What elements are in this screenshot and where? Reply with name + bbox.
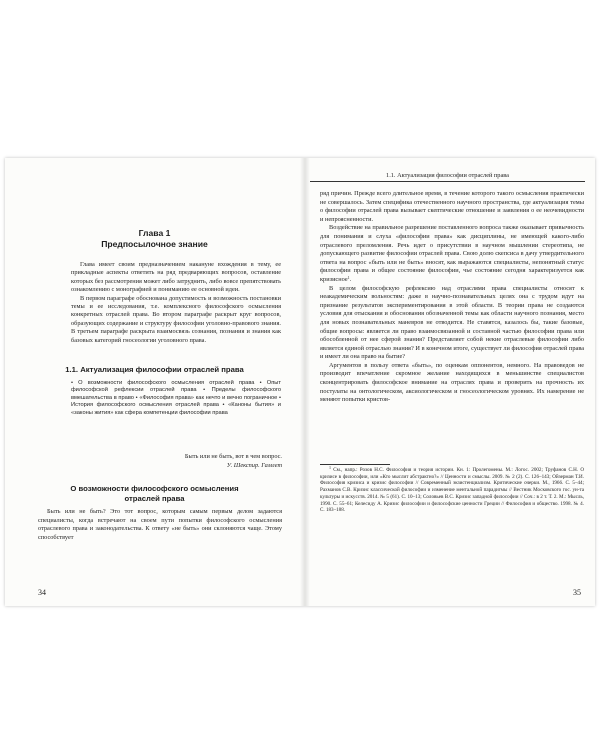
left-page: [5, 158, 300, 606]
abstract-paragraph: Глава имеет своим предназначением накануне вхождения в тему, ее прикладные аспекты ответить на ряд предваряющих вопросов, оставление которых без рассмотрения может либо затруднить, либо вовсе препятствовать ознакомлению с монографией и пониманию ее основной идеи.: [71, 261, 281, 294]
body-paragraph: Быть или не быть? Это тот вопрос, которым самым первым делом задаются специалисты, когда встречают на своем пути попытки философского осмысления отраслевого права и законодательства. К ответу «не быть» они склоняются чаще. Этому способствует: [38, 508, 282, 541]
epigraph-text: Быть или не быть, вот в чем вопрос.: [184, 453, 282, 460]
body-paragraph: ряд причин. Прежде всего длительное время, в течение которого такого осмысления практически не совершалось. Затем специфика отечественного научного пространства, где актуализация темы о философии отраслей права вызывает скептические отношение и заявления о ее неочевидности и непроясненности.: [320, 190, 584, 223]
subsection-title-line: отраслей права: [124, 494, 185, 503]
right-page: [310, 158, 595, 606]
book-gutter: [300, 158, 310, 606]
body-paragraph: В целом философскую рефлексию над отраслями права специалисты относят к неакадемическим вольностям: даже в научно-познавательных целях она с трудом идут на признание результатов экспериментирования в этой области. В теории права не создаются условия для отыскания и обоснования обозначенной темы как области научного познания, место для новых познавательных маневров не отводится. Не ставятся, казалось бы, такие базовые, общие вопросы: является ли право взаимосвязанной и составной частью философии права или обособленной от нее сферой знания? Представляет собой некие отраслевые философии либо является единой отраслью знания? И в конечном итоге, существует ли философия отраслей права и имеет ли она право на бытие?: [320, 284, 584, 361]
abstract-paragraph: В первом параграфе обоснована допустимость и возможность постановки темы и ее исследования, т.е. комплексного философского осмысления конкретных отраслей права. Во втором параграфе раскрыт круг вопросов, образующих содержание и структуру философии уголовно-правового знания. В третьем параграфе раскрыта взаимосвязь сознания, познания и знания как базовых категорий гносеологии уголовного права.: [71, 294, 281, 344]
body-paragraph: Воздействие на правильное разрешение поставленного вопроса также оказывает привычность для понимания и слуха «философии права» как дисциплины, не имеющей какого-либо отраслевого преломления. Речь идет о присутствии в научном мышлении стереотипа, не допускающего развитие философии отраслей права. Свою долю скепсиса в дачу утвердительного ответа на вопрос «быть или не быть» вносят, как выражаются специалисты, непонятный статус философии права и общее состояние философии, чье состояние сегодня характеризуется как кризисное$^1$.: [320, 224, 584, 283]
chapter-title: Предпосылочное знание: [101, 239, 208, 249]
section-title: 1.1. Актуализация философии отраслей права: [65, 365, 244, 374]
paragraph-text: Воздействие на правильное разрешение поставленного вопроса также оказывает привычность для понимания и слуха «философии права» как дисциплины, не имеющей какого-либо отраслевого преломления. Речь идет о присутствии в научном мышлении стереотипа, не допускающего развитие философии отраслей права. Свою долю скепсиса в дачу утвердительного ответа на вопрос «быть или не быть» вносят, как выражаются специалисты, непонятный статус философии права и общее состояние философии, чье состояние сегодня характеризуется как кризисное: [320, 224, 584, 283]
chapter-label: Глава 1: [138, 228, 171, 238]
right-body: [320, 190, 584, 405]
left-body: [38, 508, 282, 542]
section-keywords: • О возможности философского осмысления отраслей права • Опыт философской рефлексии отраслей права • Пределы философского вмешательства в право • «Философия права» как нечто и вечно пограничное • История философского осмысления отраслей права • «Каноны бытия» и «законы жития» как сфера компетенции философии права: [71, 380, 281, 416]
body-paragraph: Аргументов в пользу ответа «быть», по оценкам оппонентов, немного. На правоведов не производит впечатление скромное желание находящихся в меньшинстве специалистов сконцентрировать философское внимание на отраслях права и проверить на прочность их постулаты на онтологическом, аксиологическом и гносеологическом уровнях. Их намерение не меняют попытки кристов-: [320, 361, 584, 404]
running-head: 1.1. Актуализация философии отраслей права: [310, 172, 585, 182]
subsection-title-line: О возможности философского осмысления: [70, 484, 239, 493]
epigraph: [125, 453, 282, 470]
footnote-marker: 1: [329, 465, 331, 470]
footnote-ref: 1: [347, 274, 350, 280]
page-number-right: 35: [573, 588, 581, 597]
footnote: [320, 467, 584, 514]
subsection-title: [27, 484, 282, 504]
epigraph-author: У. Шекспир. Гамлет: [226, 461, 282, 469]
book-spread: [5, 158, 595, 606]
page-number-left: 34: [38, 588, 46, 597]
chapter-abstract: [71, 261, 281, 345]
footnote-text: См., напр.: Розов Н.С. Философия и теория истории. Кн. 1: Пролегомены. М.: Логос. 2002; Труфанов С.Н. О кризисе в философии, или «Кто мыслит абстрактно?» // Ценности и смыслы. 2009. № 2 (2). С. 126–143; Ойзерман Т.И. Философия кризиса и кризис философии // Современный экзистенциализм. Критические очерки. М., 1966. С. 5–44; Рахманов С.В. Кризис классической философии и изменение ментальной парадигмы // Вестник Московского гос. ун-та культуры и искусств. 2014. № 5 (61). С. 10–13; Соловьев В.С. Кризис западной философии // Соч.: в 2 т. Т. 2. М.: Мысль, 1990. С. 55–61; Келесиду А. Кризис философии и философские ценности Греции // Философия и общество. 1998. № 4. С. 183–188.: [320, 467, 584, 514]
